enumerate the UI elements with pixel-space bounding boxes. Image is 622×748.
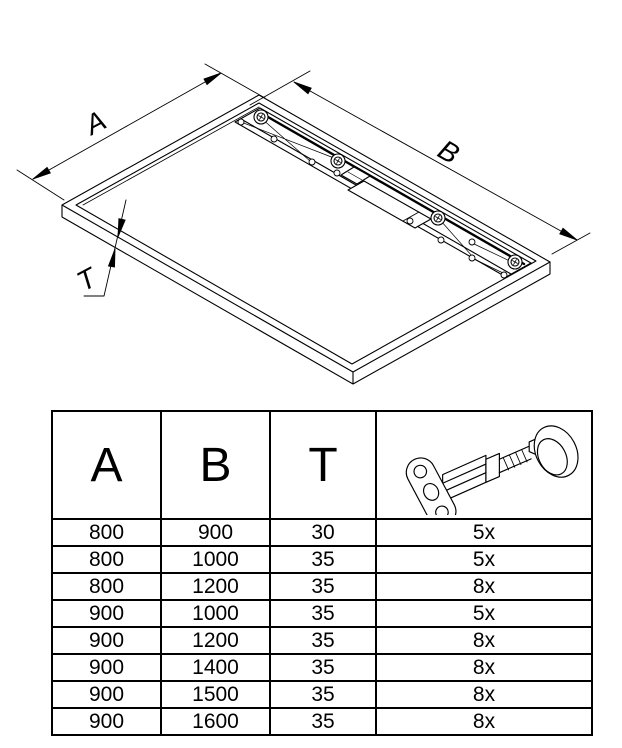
screw-icon	[331, 154, 345, 168]
cell-a: 900	[52, 708, 161, 735]
cell-a: 800	[52, 519, 161, 546]
cell-t: 35	[270, 627, 376, 654]
cell-qty: 8x	[376, 708, 592, 735]
cell-t: 35	[270, 708, 376, 735]
cell-a: 900	[52, 654, 161, 681]
cell-t: 30	[270, 519, 376, 546]
arrowhead	[294, 82, 311, 94]
screw-icon	[508, 255, 522, 269]
cell-t: 35	[270, 600, 376, 627]
cell-b: 1000	[161, 600, 270, 627]
cell-b: 1000	[161, 546, 270, 573]
cell-qty: 8x	[376, 627, 592, 654]
arrowhead	[560, 228, 577, 240]
cell-qty: 8x	[376, 654, 592, 681]
cell-a: 800	[52, 573, 161, 600]
dimension-spec-table	[51, 410, 593, 736]
table-row	[52, 627, 592, 654]
adjustable-foot-icon	[389, 415, 579, 515]
table-row	[52, 519, 592, 546]
cell-qty: 5x	[376, 519, 592, 546]
header-col-t: T	[270, 411, 376, 519]
arrowhead	[109, 249, 116, 267]
cell-b: 1600	[161, 708, 270, 735]
cell-t: 35	[270, 573, 376, 600]
cell-a: 900	[52, 627, 161, 654]
screw-icon	[254, 110, 268, 124]
cell-a: 800	[52, 546, 161, 573]
arrowhead	[204, 73, 221, 85]
table-row	[52, 654, 592, 681]
cell-b: 1500	[161, 681, 270, 708]
table-row	[52, 600, 592, 627]
header-col-feet	[376, 411, 592, 519]
cell-b: 1200	[161, 573, 270, 600]
table-row	[52, 708, 592, 735]
cell-qty: 8x	[376, 573, 592, 600]
cell-a: 900	[52, 681, 161, 708]
header-col-b: B	[161, 411, 270, 519]
cell-b: 1200	[161, 627, 270, 654]
dim-a-label: A	[80, 104, 112, 141]
arrowhead	[33, 167, 50, 179]
adjustable-foot-icon	[377, 415, 591, 515]
cell-qty: 5x	[376, 600, 592, 627]
header-col-a: A	[52, 411, 161, 519]
dim-t-label: T	[71, 261, 102, 298]
cell-b: 900	[161, 519, 270, 546]
cell-t: 35	[270, 546, 376, 573]
cell-t: 35	[270, 654, 376, 681]
cell-a: 900	[52, 600, 161, 627]
table-row	[52, 573, 592, 600]
dim-b-label: B	[432, 133, 465, 170]
header-row	[52, 411, 592, 519]
cell-qty: 8x	[376, 681, 592, 708]
table-row	[52, 681, 592, 708]
table-row	[52, 546, 592, 573]
cell-t: 35	[270, 681, 376, 708]
cell-qty: 5x	[376, 546, 592, 573]
cell-b: 1400	[161, 654, 270, 681]
screw-icon	[431, 211, 445, 225]
